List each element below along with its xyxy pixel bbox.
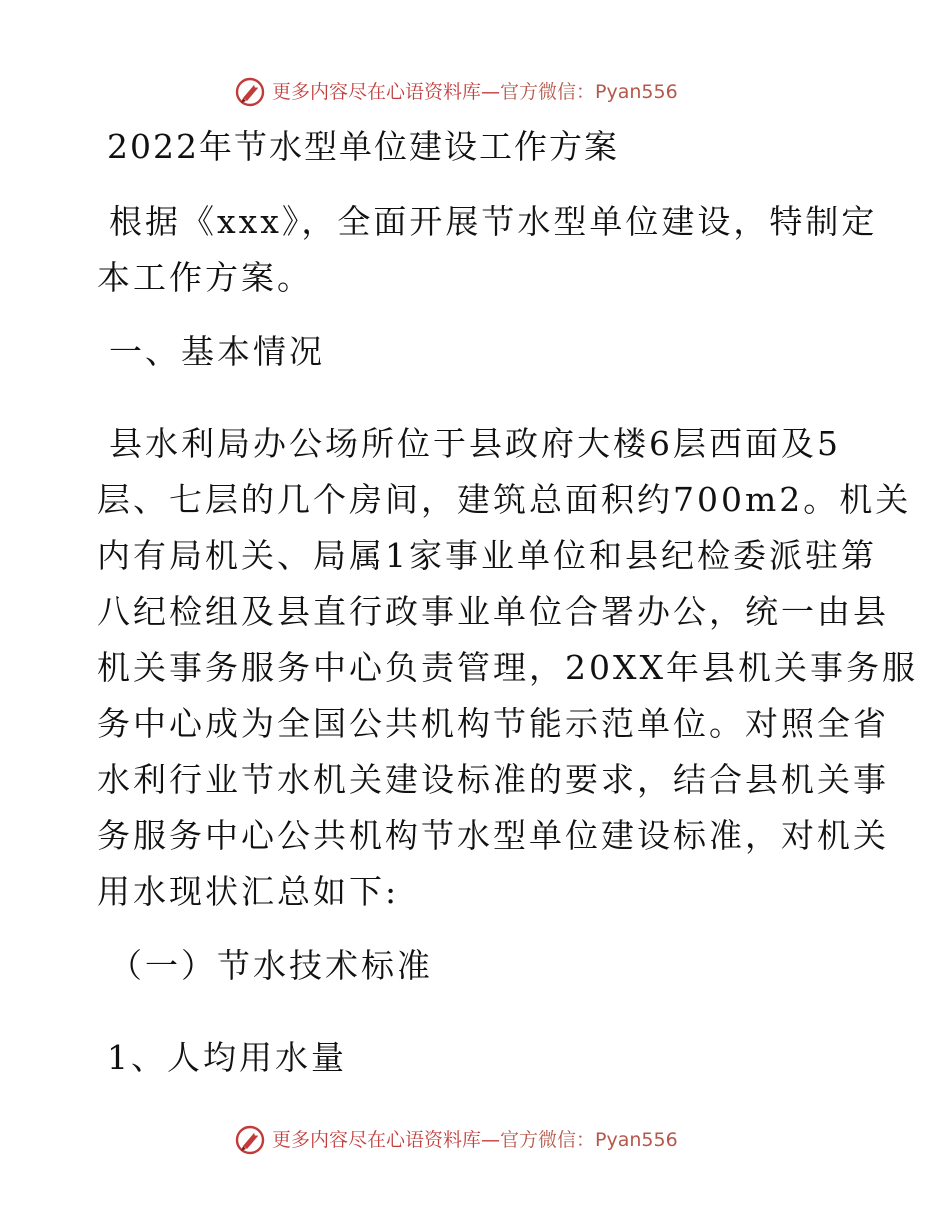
document-body xyxy=(97,118,918,1122)
section-heading-basic-info: 一、基本情况 xyxy=(109,332,325,371)
intro-line: 根据《xxx》，全面开展节水型单位建设，特制定 xyxy=(109,202,878,241)
watermark-footer xyxy=(0,1120,950,1160)
paragraph-line: 县水利局办公场所位于县政府大楼6层西面及5 xyxy=(109,424,841,463)
paragraph-line: 水利行业节水机关建设标准的要求，结合县机关事 xyxy=(97,760,889,799)
paragraph-line: 八纪检组及县直行政事业单位合署办公，统一由县 xyxy=(97,592,889,631)
watermark-separator: — xyxy=(481,1129,501,1151)
paragraph-line: 务服务中心公共机构节水型单位建设标准，对机关 xyxy=(97,816,889,855)
basic-info-paragraph xyxy=(97,416,918,920)
document-title: 2022年节水型单位建设工作方案 xyxy=(107,127,619,166)
paragraph-line: 用水现状汇总如下: xyxy=(97,872,400,911)
watermark-brand: 更多内容尽在心语资料库 xyxy=(272,81,482,103)
watermark-official: 官方微信：Pyan556 xyxy=(500,1129,678,1151)
intro-line: 本工作方案。 xyxy=(97,258,313,297)
watermark-separator: — xyxy=(481,81,501,103)
paragraph-line: 层、七层的几个房间，建筑总面积约700m2。机关 xyxy=(97,480,912,519)
watermark-text xyxy=(272,79,678,105)
paragraph-line: 内有局机关、局属1家事业单位和县纪检委派驻第 xyxy=(97,536,877,575)
paragraph-line: 机关事务服务中心负责管理，20XX年县机关事务服 xyxy=(97,648,918,687)
pen-quill-logo-icon xyxy=(234,76,266,108)
watermark-text xyxy=(272,1127,678,1153)
intro-paragraph xyxy=(97,194,878,306)
paragraph-line: 务中心成为全国公共机构节能示范单位。对照全省 xyxy=(97,704,889,743)
pen-quill-logo-icon xyxy=(234,1124,266,1156)
subsection-heading-water-standard: （一）节水技术标准 xyxy=(109,946,433,985)
watermark-official: 官方微信：Pyan556 xyxy=(500,81,678,103)
watermark-brand: 更多内容尽在心语资料库 xyxy=(272,1129,482,1151)
item-heading-per-capita-water: 1、人均用水量 xyxy=(107,1038,347,1077)
watermark-header xyxy=(0,72,950,112)
